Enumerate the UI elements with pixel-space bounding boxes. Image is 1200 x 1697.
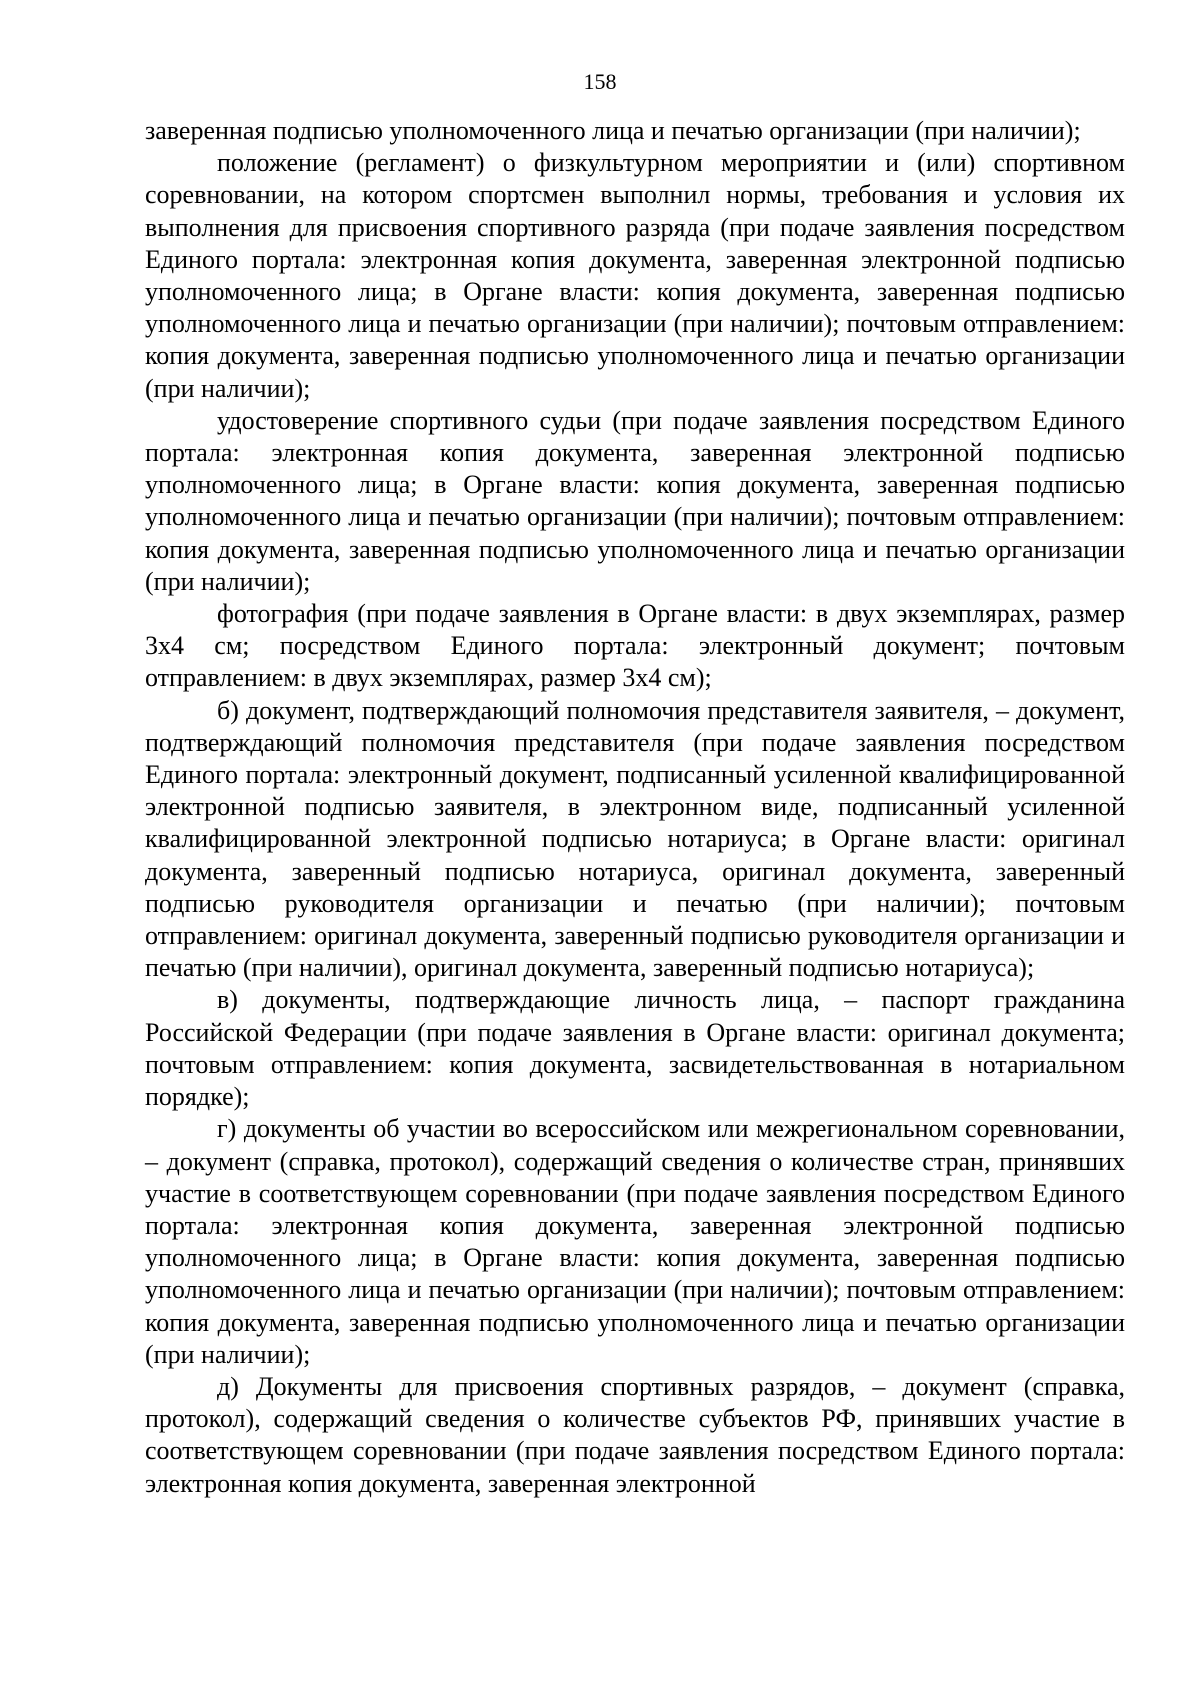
paragraph-continuation: заверенная подписью уполномоченного лица и печатью организации (при наличии); [145,116,1081,145]
paragraph-item-d: д) Документы для присвоения спортивных разрядов, – документ (справка, протокол), содержащий сведения о количестве субъектов РФ, принявших участие в соответствующем соревновании (при подаче заявления посредством Единого портала: электронная копия документа, заверенная электронной [145,1371,1125,1498]
body-text [145,115,1125,1500]
paragraph-competition-regulation: положение (регламент) о физкультурном мероприятии и (или) спортивном соревновании, на котором спортсмен выполнил нормы, требования и условия их выполнения для присвоения спортивного разряда (при подаче заявления посредством Единого портала: электронная копия документа, заверенная электронной подписью уполномоченного лица; в Органе власти: копия документа, заверенная подписью уполномоченного лица и печатью организации (при наличии); почтовым отправлением: копия документа, заверенная подписью уполномоченного лица и печатью организации (при наличии); [145,148,1125,403]
paragraph-item-v: в) документы, подтверждающие личность лица, – паспорт гражданина Российской Федерации (при подаче заявления в Органе власти: оригинал документа; почтовым отправлением: копия документа, засвидетельствованная в нотариальном порядке); [145,985,1125,1112]
paragraph-photograph: фотография (при подаче заявления в Органе власти: в двух экземплярах, размер 3х4 см; посредством Единого портала: электронный документ; почтовым отправлением: в двух экземплярах, размер 3х4 см); [145,599,1125,693]
page-number: 158 [583,69,617,94]
paragraph-item-g: г) документы об участии во всероссийском или межрегиональном соревновании, – документ (справка, протокол), содержащий сведения о количестве стран, принявших участие в соответствующем соревновании (при подаче заявления посредством Единого портала: электронная копия документа, заверенная электронной подписью уполномоченного лица; в Органе власти: копия документа, заверенная подписью уполномоченного лица и печатью организации (при наличии); почтовым отправлением: копия документа, заверенная подписью уполномоченного лица и печатью организации (при наличии); [145,1114,1125,1369]
paragraph-item-b: б) документ, подтверждающий полномочия представителя заявителя, – документ, подтверждающий полномочия представителя (при подаче заявления посредством Единого портала: электронный документ, подписанный усиленной квалифицированной электронной подписью заявителя, в электронном виде, подписанный усиленной квалифицированной электронной подписью нотариуса; в Органе власти: оригинал документа, заверенный подписью нотариуса, оригинал документа, заверенный подписью руководителя организации и печатью (при наличии); почтовым отправлением: оригинал документа, заверенный подписью руководителя организации и печатью (при наличии), оригинал документа, заверенный подписью нотариуса); [145,695,1125,983]
paragraph-judge-certificate: удостоверение спортивного судьи (при подаче заявления посредством Единого портала: электронная копия документа, заверенная электронной подписью уполномоченного лица; в Органе власти: копия документа, заверенная подписью уполномоченного лица и печатью организации (при наличии); почтовым отправлением: копия документа, заверенная подписью уполномоченного лица и печатью организации (при наличии); [145,405,1125,596]
